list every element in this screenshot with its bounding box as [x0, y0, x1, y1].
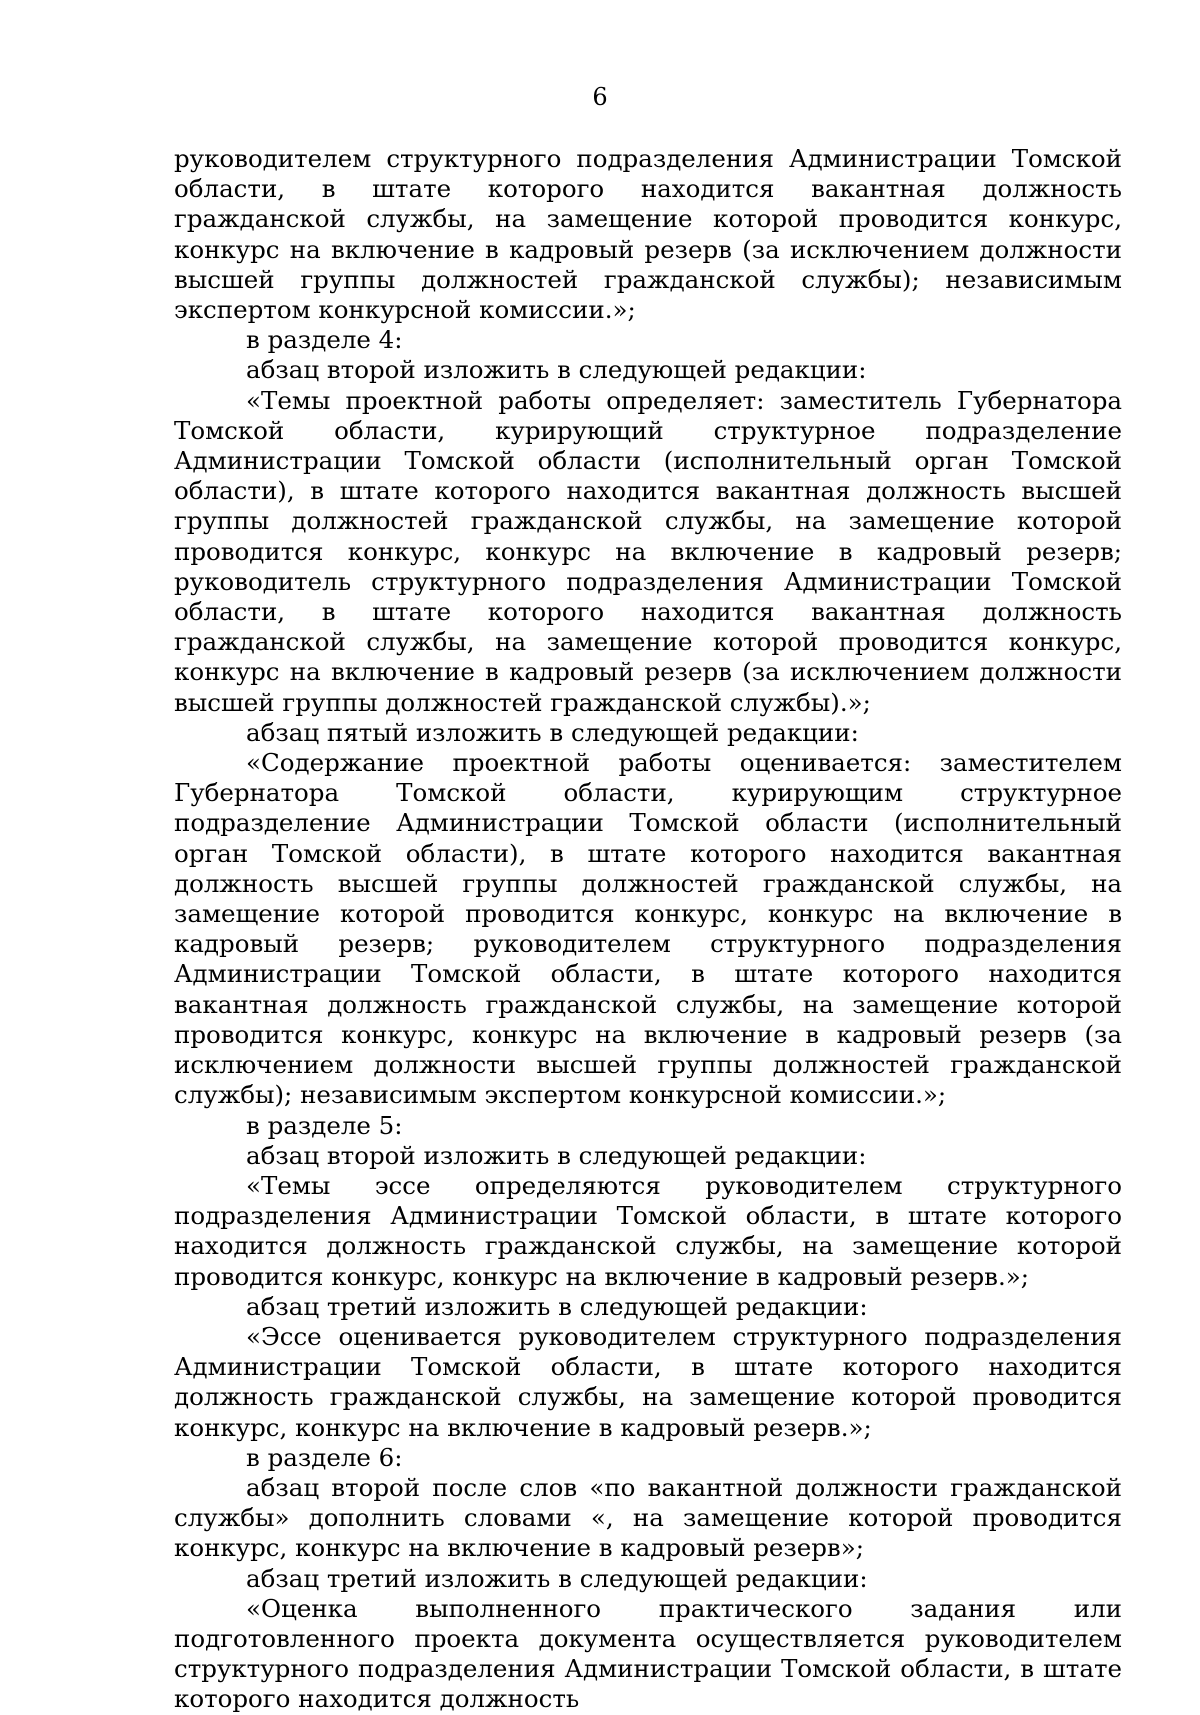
- paragraph: «Оценка выполненного практического задания или подготовленного проекта документа осуществляется руководителем структурного подразделения Администрации Томской области, в штате которого находится должность: [174, 1593, 1122, 1714]
- paragraph: «Темы эссе определяются руководителем структурного подразделения Администрации Томской области, в штате которого находится должность гражданской службы, на замещение которой проводится конкурс, конкурс на включение в кадровый резерв.»;: [174, 1170, 1122, 1291]
- paragraph: абзац второй изложить в следующей редакции:: [246, 1140, 867, 1170]
- paragraph: абзац третий изложить в следующей редакции:: [246, 1291, 868, 1321]
- paragraph: «Темы проектной работы определяет: заместитель Губернатора Томской области, курирующий структурное подразделение Администрации Томской области (исполнительный орган Томской области), в штате которого находится вакантная должность высшей группы должностей гражданской службы, на замещение которой проводится конкурс, конкурс на включение в кадровый резерв; руководитель структурного подразделения Администрации Томской области, в штате которого находится вакантная должность гражданской службы, на замещение которой проводится конкурс, конкурс на включение в кадровый резерв (за исключением должности высшей группы должностей гражданской службы).»;: [174, 385, 1122, 717]
- paragraph: абзац второй изложить в следующей редакции:: [246, 355, 867, 385]
- paragraph: абзац пятый изложить в следующей редакции:: [246, 717, 859, 747]
- document-body: [174, 144, 1122, 1715]
- paragraph: руководителем структурного подразделения Администрации Томской области, в штате которого находится вакантная должность гражданской службы, на замещение которой проводится конкурс, конкурс на включение в кадровый резерв (за исключением должности высшей группы должностей гражданской службы); независимым экспертом конкурсной комиссии.»;: [174, 144, 1122, 325]
- paragraph: в разделе 5:: [246, 1110, 403, 1140]
- paragraph: абзац второй после слов «по вакантной должности гражданской службы» дополнить словами «, на замещение которой проводится конкурс, конкурс на включение в кадровый резерв»;: [174, 1472, 1122, 1563]
- paragraph: в разделе 6:: [246, 1442, 403, 1472]
- paragraph: в разделе 4:: [246, 325, 403, 355]
- paragraph: «Содержание проектной работы оценивается: заместителем Губернатора Томской области, курирующим структурное подразделение Администрации Томской области (исполнительный орган Томской области), в штате которого находится вакантная должность высшей группы должностей гражданской службы, на замещение которой проводится конкурс, конкурс на включение в кадровый резерв; руководителем структурного подразделения Администрации Томской области, в штате которого находится вакантная должность гражданской службы, на замещение которой проводится конкурс, конкурс на включение в кадровый резерв (за исключением должности высшей группы должностей гражданской службы); независимым экспертом конкурсной комиссии.»;: [174, 748, 1122, 1110]
- paragraph: абзац третий изложить в следующей редакции:: [246, 1563, 868, 1593]
- paragraph: «Эссе оценивается руководителем структурного подразделения Администрации Томской области, в штате которого находится должность гражданской службы, на замещение которой проводится конкурс, конкурс на включение в кадровый резерв.»;: [174, 1321, 1122, 1442]
- page-number: 6: [592, 83, 608, 111]
